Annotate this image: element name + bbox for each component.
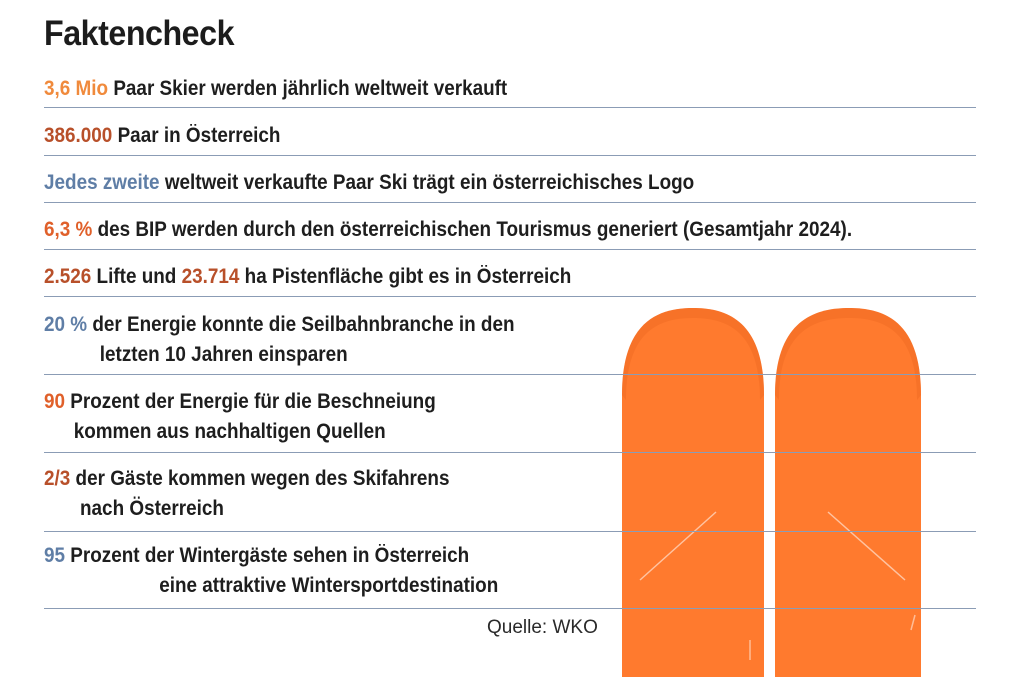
divider <box>44 107 976 108</box>
fact-text-line2: letzten 10 Jahren einsparen <box>99 343 348 366</box>
fact-highlight: 95 <box>44 544 66 567</box>
divider <box>44 608 976 609</box>
fact-highlight: 6,3 % <box>44 218 93 241</box>
fact-text: Prozent der Energie für die Beschneiung <box>65 390 436 413</box>
fact-text-line2: nach Österreich <box>80 497 224 520</box>
divider <box>44 452 976 453</box>
fact-row <box>44 215 852 245</box>
fact-highlight: 3,6 Mio <box>44 77 109 100</box>
fact-highlight: 2/3 <box>44 467 71 490</box>
fact-highlight: 386.000 <box>44 124 113 147</box>
fact-row <box>44 121 280 151</box>
fact-text: ha Pistenfläche gibt es in Österreich <box>239 265 572 288</box>
fact-highlight: 20 % <box>44 313 88 336</box>
fact-text: Prozent der Wintergäste sehen in Österreich <box>65 544 470 567</box>
fact-row <box>44 310 515 370</box>
fact-text: der Energie konnte die Seilbahnbranche in den <box>87 313 515 336</box>
fact-row <box>44 168 694 198</box>
page-title: Faktencheck <box>44 14 235 53</box>
fact-highlight: Jedes zweite <box>44 171 160 194</box>
fact-row <box>44 262 571 292</box>
fact-text: Lifte und <box>91 265 182 288</box>
fact-text: des BIP werden durch den österreichischen Tourismus generiert (Gesamtjahr 2024). <box>92 218 853 241</box>
divider <box>44 531 976 532</box>
fact-text: weltweit verkaufte Paar Ski trägt ein österreichisches Logo <box>159 171 695 194</box>
divider <box>44 249 976 250</box>
divider <box>44 155 976 156</box>
source-note: Quelle: WKO <box>487 617 598 638</box>
fact-highlight: 23.714 <box>181 265 240 288</box>
divider <box>44 202 976 203</box>
fact-text-line2: kommen aus nachhaltigen Quellen <box>73 420 386 443</box>
fact-text: der Gäste kommen wegen des Skifahrens <box>70 467 450 490</box>
ski-left <box>622 308 764 677</box>
fact-row <box>44 74 507 104</box>
fact-row <box>44 541 498 601</box>
fact-highlight: 2.526 <box>44 265 92 288</box>
fact-row <box>44 387 436 447</box>
divider <box>44 296 976 297</box>
fact-row <box>44 464 449 524</box>
fact-highlight: 90 <box>44 390 66 413</box>
fact-text: Paar Skier werden jährlich weltweit verkauft <box>108 77 508 100</box>
divider <box>44 374 976 375</box>
ski-right <box>775 308 921 677</box>
fact-text: Paar in Österreich <box>112 124 281 147</box>
fact-text-line2: eine attraktive Wintersportdestination <box>159 574 499 597</box>
